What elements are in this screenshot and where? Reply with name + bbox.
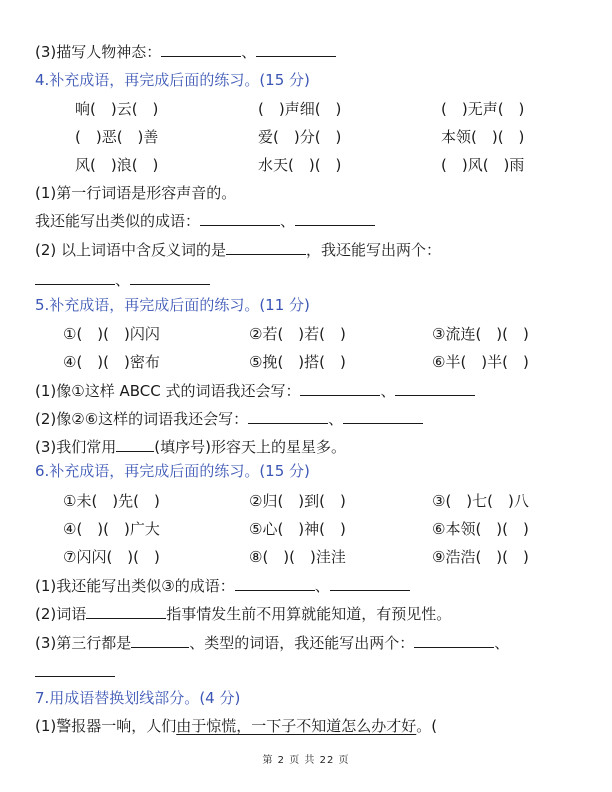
q5-sub1-text: (1)像①这样 ABCC 式的词语我还会写：: [35, 382, 301, 400]
q4-sub2: [35, 240, 441, 260]
q5-idiom: ③流连( )( ): [432, 325, 529, 343]
underlined-phrase: 由于惊慌，一下子不知道怎么办才好: [176, 717, 417, 735]
q6-sub3-mid: 、类型的词语，我还能写出两个：: [189, 634, 415, 652]
q6-sub1-text: (1)我还能写出类似③的成语：: [35, 577, 235, 595]
q5-sub3: [35, 437, 346, 457]
answer-blank[interactable]: [116, 437, 154, 452]
separator: 、: [115, 271, 131, 289]
q5-sub3-text: (3)我们常用: [35, 438, 117, 456]
q6-sub3-answers: [35, 662, 115, 682]
q5-sub3-suffix: (填序号)形容天上的星星多。: [154, 438, 346, 456]
q4-idiom: 响( )云( ): [75, 100, 159, 118]
q6-idiom: ③( )七( )八: [432, 492, 529, 510]
answer-blank[interactable]: [414, 633, 494, 648]
q4-idiom: ( )声细( ): [258, 100, 342, 118]
separator: 、: [494, 634, 510, 652]
q6-sub2: [35, 604, 451, 624]
separator: 、: [380, 382, 396, 400]
q5-sub1: [35, 381, 475, 401]
q5-heading: 5.补充成语，再完成后面的练习。(11 分): [35, 296, 310, 314]
q5-sub2-text: (2)像②⑥这样的词语我还会写：: [35, 410, 249, 428]
q3-item-3: [35, 42, 336, 62]
q6-sub1: [35, 576, 410, 596]
q4-sub1b: [35, 211, 375, 231]
q7-sub1-text: (1)警报器一响，人们: [35, 717, 177, 735]
q5-idiom: ①( )( )闪闪: [63, 325, 160, 343]
q5-idiom: ②若( )若( ): [249, 325, 346, 343]
q5-idiom: ⑤挽( )搭( ): [249, 353, 346, 371]
q4-idiom: ( )恶( )善: [75, 128, 159, 146]
answer-blank[interactable]: [256, 42, 336, 57]
page-footer: 第 2 页 共 22 页: [262, 755, 350, 766]
q7-sub1: [35, 716, 437, 736]
q6-sub2-suffix: 指事情发生前不用算就能知道，有预见性。: [166, 605, 452, 623]
separator: 、: [328, 410, 344, 428]
q4-idiom: 风( )浪( ): [75, 156, 159, 174]
q6-idiom: ⑨浩浩( )( ): [432, 548, 529, 566]
q6-idiom: ⑥本领( )( ): [432, 520, 529, 538]
q4-idiom: 水天( )( ): [258, 156, 342, 174]
q4-sub2-suffix: ，我还能写出两个：: [306, 241, 442, 259]
q4-heading: 4.补充成语，再完成后面的练习。(15 分): [35, 71, 310, 89]
q4-idiom: ( )风( )雨: [441, 156, 525, 174]
answer-blank[interactable]: [226, 240, 306, 255]
answer-blank[interactable]: [235, 576, 315, 591]
answer-blank[interactable]: [330, 576, 410, 591]
q5-idiom: ④( )( )密布: [63, 353, 160, 371]
q4-idiom: 本领( )( ): [441, 128, 525, 146]
q4-sub2-text: (2) 以上词语中含反义词的是: [35, 241, 227, 259]
answer-blank[interactable]: [35, 662, 115, 677]
answer-blank[interactable]: [35, 270, 115, 285]
q7-heading: 7.用成语替换划线部分。(4 分): [35, 689, 241, 707]
answer-blank[interactable]: [161, 42, 241, 57]
answer-blank[interactable]: [343, 409, 423, 424]
q6-idiom: ④( )( )广大: [63, 520, 160, 538]
answer-blank[interactable]: [86, 604, 166, 619]
answer-blank[interactable]: [248, 409, 328, 424]
q6-sub3-text: (3)第三行都是: [35, 634, 132, 652]
q5-sub2: [35, 409, 423, 429]
answer-blank[interactable]: [395, 381, 475, 396]
q6-sub3: [35, 633, 509, 653]
q4-idiom: 爱( )分( ): [258, 128, 342, 146]
answer-blank[interactable]: [200, 211, 280, 226]
q4-sub1: (1)第一行词语是形容声音的。: [35, 184, 237, 202]
q7-sub1-suffix: 。(: [416, 717, 438, 735]
separator: 、: [280, 212, 296, 230]
q6-idiom: ②归( )到( ): [249, 492, 346, 510]
q6-sub2-text: (2)词语: [35, 605, 87, 623]
q6-idiom: ⑤心( )神( ): [249, 520, 346, 538]
q6-idiom: ⑦闪闪( )( ): [63, 548, 160, 566]
q6-idiom: ⑧( )( )洼洼: [249, 548, 346, 566]
q4-idiom: ( )无声( ): [441, 100, 525, 118]
separator: 、: [241, 43, 257, 61]
answer-blank[interactable]: [300, 381, 380, 396]
q4-sub1b-text: 我还能写出类似的成语：: [35, 212, 201, 230]
answer-blank[interactable]: [131, 633, 189, 648]
q4-sub2-answers: [35, 270, 210, 290]
separator: 、: [314, 577, 330, 595]
answer-blank[interactable]: [130, 270, 210, 285]
q5-idiom: ⑥半( )半( ): [432, 353, 529, 371]
q3-item-3-text: (3)描写人物神态：: [35, 43, 162, 61]
answer-blank[interactable]: [295, 211, 375, 226]
q6-heading: 6.补充成语，再完成后面的练习。(15 分): [35, 462, 310, 480]
q6-idiom: ①未( )先( ): [63, 492, 160, 510]
